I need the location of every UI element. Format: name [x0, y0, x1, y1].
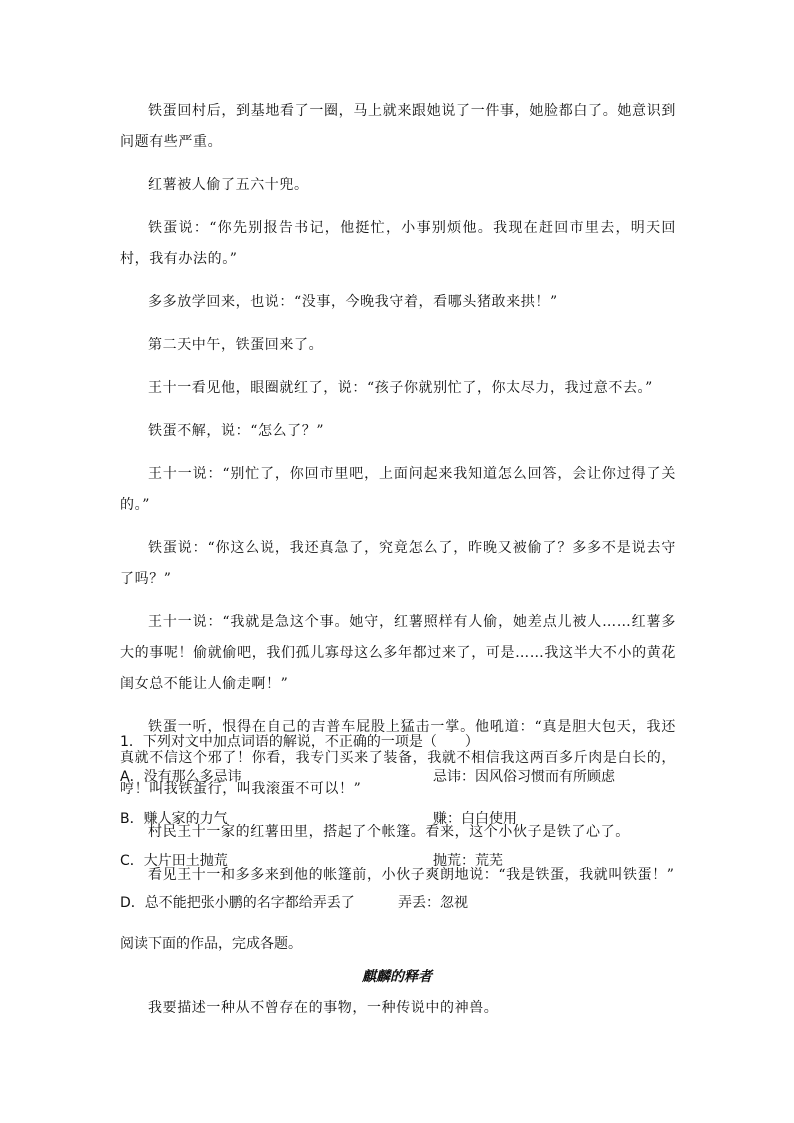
story-paragraph: 铁蛋说：“你先别报告书记，他挺忙，小事别烦他。我现在赶回市里去，明天回村，我有办法的。”: [120, 220, 676, 267]
option-b-phrase: B．赚人家的力气: [120, 811, 228, 827]
story-paragraph: 多多放学回来，也说：“没事，今晚我守着，看哪头猪敢来拱！”: [148, 294, 558, 310]
story-paragraph: 铁蛋不解，说：“怎么了？”: [148, 423, 325, 439]
story-paragraph: 王十一说：“我就是急这个事。她守，红薯照样有人偷，她差点儿被人……红薯多大的事呢！偷就偷吧，我们孤儿寡母这么多年都过来了，可是……我这半大不小的黄花闺女总不能让人偷走啊！”: [120, 614, 676, 692]
reading-instruction: 阅读下面的作品，完成各题。: [120, 936, 302, 952]
option-c: [120, 840, 680, 882]
question-stem: 1．下列对文中加点词语的解说，不正确的一项是（ ）: [120, 734, 479, 750]
option-a-explanation: 忌讳：因风俗习惯而有所顾虑: [433, 769, 615, 785]
question-1: [120, 728, 680, 924]
option-a-phrase: A．没有那么多忌讳: [120, 769, 242, 785]
option-d: [120, 882, 680, 924]
story-paragraph: 村民王十一家的红薯田里，搭起了个帐篷。看来，这个小伙子是铁了心了。: [148, 824, 630, 840]
story-paragraph: 王十一说：“别忙了，你回市里吧，上面问起来我知道怎么回答，会让你过得了关的。”: [120, 466, 676, 513]
option-b: [120, 798, 680, 840]
poem-title: 麒麟的释者: [362, 969, 432, 985]
story-paragraph: 铁蛋一听，恨得在自己的吉普车屁股上猛击一掌。他吼道：“真是胆大包天，我还真就不信这个邪了！你看，我专门买来了装备，我就不相信我这两百多斤肉是白长的，哼！叫我铁蛋行，叫我滚蛋不可以！”: [120, 719, 676, 797]
story-paragraph: 看见王十一和多多来到他的帐篷前，小伙子爽朗地说：“我是铁蛋，我就叫铁蛋！”: [148, 867, 675, 883]
option-c-explanation: 抛荒：荒芜: [433, 853, 503, 869]
story-paragraph: 王十一看见他，眼圈就红了，说：“孩子你就别忙了，你太尽力，我过意不去。”: [148, 380, 653, 396]
story-paragraph: 红薯被人偷了五六十兜。: [148, 177, 309, 193]
option-d-phrase: D．总不能把张小鹏的名字都给弄丢了: [120, 895, 355, 911]
story-paragraph: 铁蛋回村后，到基地看了一圈，马上就来跟她说了一件事，她脸都白了。她意识到问题有些严重。: [120, 103, 676, 150]
option-d-explanation: 弄丢：忽视: [398, 895, 468, 911]
story-paragraph: 铁蛋说：“你这么说，我还真急了，究竟怎么了，昨晚又被偷了？多多不是说去守了吗？”: [120, 540, 676, 587]
option-b-explanation: 赚：白白使用: [433, 811, 517, 827]
option-a: [120, 756, 680, 798]
option-c-phrase: C．大片田土抛荒: [120, 853, 228, 869]
poem-first-line: 我要描述一种从不曾存在的事物，一种传说中的神兽。: [148, 1000, 499, 1016]
story-paragraph: 第二天中午，铁蛋回来了。: [148, 337, 324, 353]
